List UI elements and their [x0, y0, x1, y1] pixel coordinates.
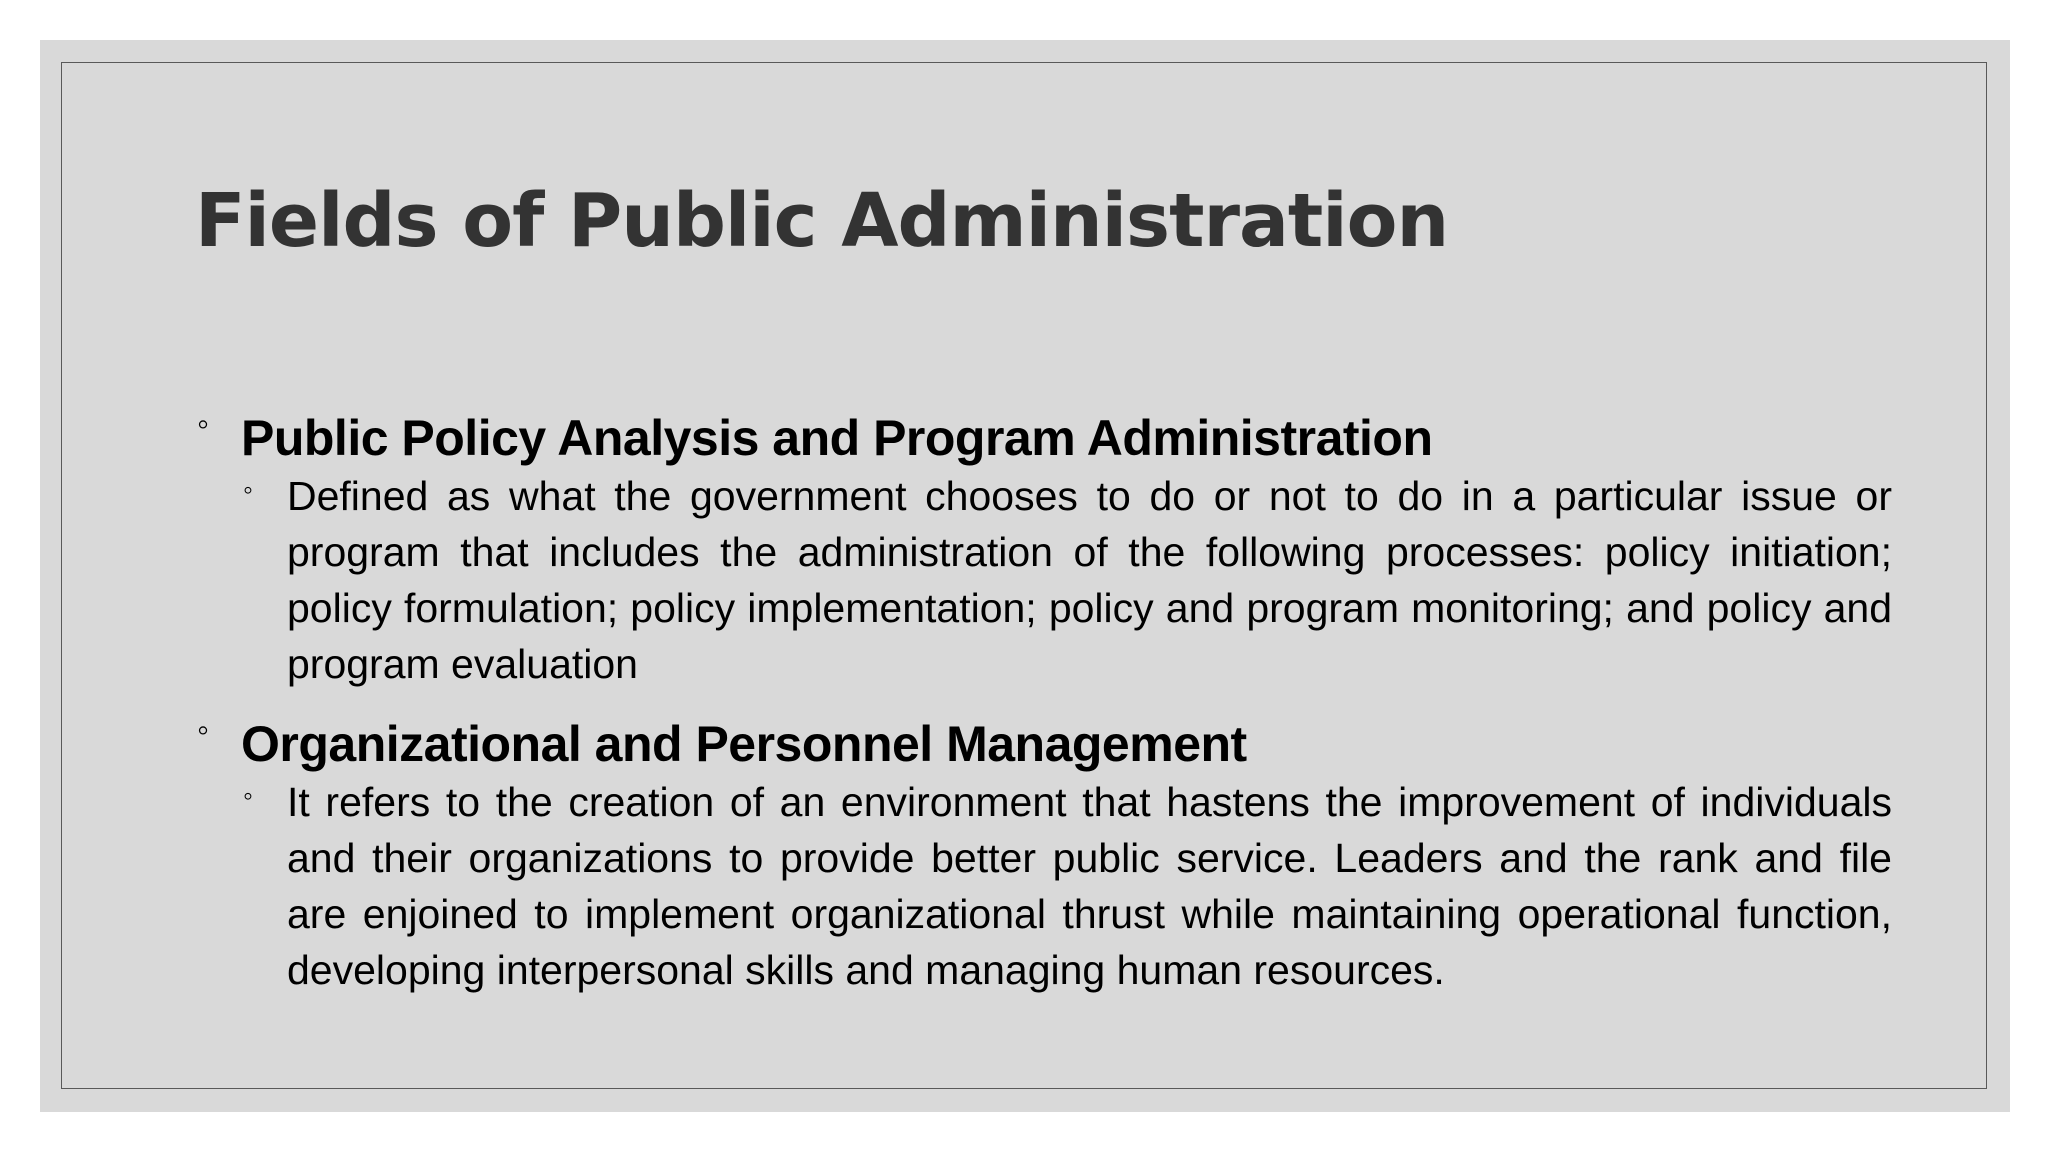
sub-bullet-text: Defined as what the government chooses to do or not to do in a particular issue or program that includes the administration of the following processes: policy initiation; policy formulation; policy implementation; policy and program monitoring; and policy and program evaluation	[287, 473, 1892, 687]
slide-title: Fields of Public Administration	[195, 178, 1449, 264]
slide-content	[195, 396, 1892, 1008]
hollow-bullet-icon: ◦	[197, 405, 209, 443]
sub-bullet-personnel-management	[195, 774, 1892, 998]
slide	[40, 40, 2010, 1112]
hollow-bullet-icon: ◦	[243, 474, 253, 505]
bullet-heading-text: Public Policy Analysis and Program Administration	[241, 410, 1433, 466]
bullet-heading-text: Organizational and Personnel Management	[241, 716, 1247, 772]
sub-bullet-policy-analysis	[195, 468, 1892, 692]
hollow-bullet-icon: ◦	[197, 711, 209, 749]
hollow-bullet-icon: ◦	[243, 780, 253, 811]
sub-bullet-text: It refers to the creation of an environment that hastens the improvement of individuals and their organizations to provide better public service. Leaders and the rank and file are enjoined to implement organizational thrust while maintaining operational function, developing interpersonal skills and managing human resources.	[287, 779, 1892, 993]
